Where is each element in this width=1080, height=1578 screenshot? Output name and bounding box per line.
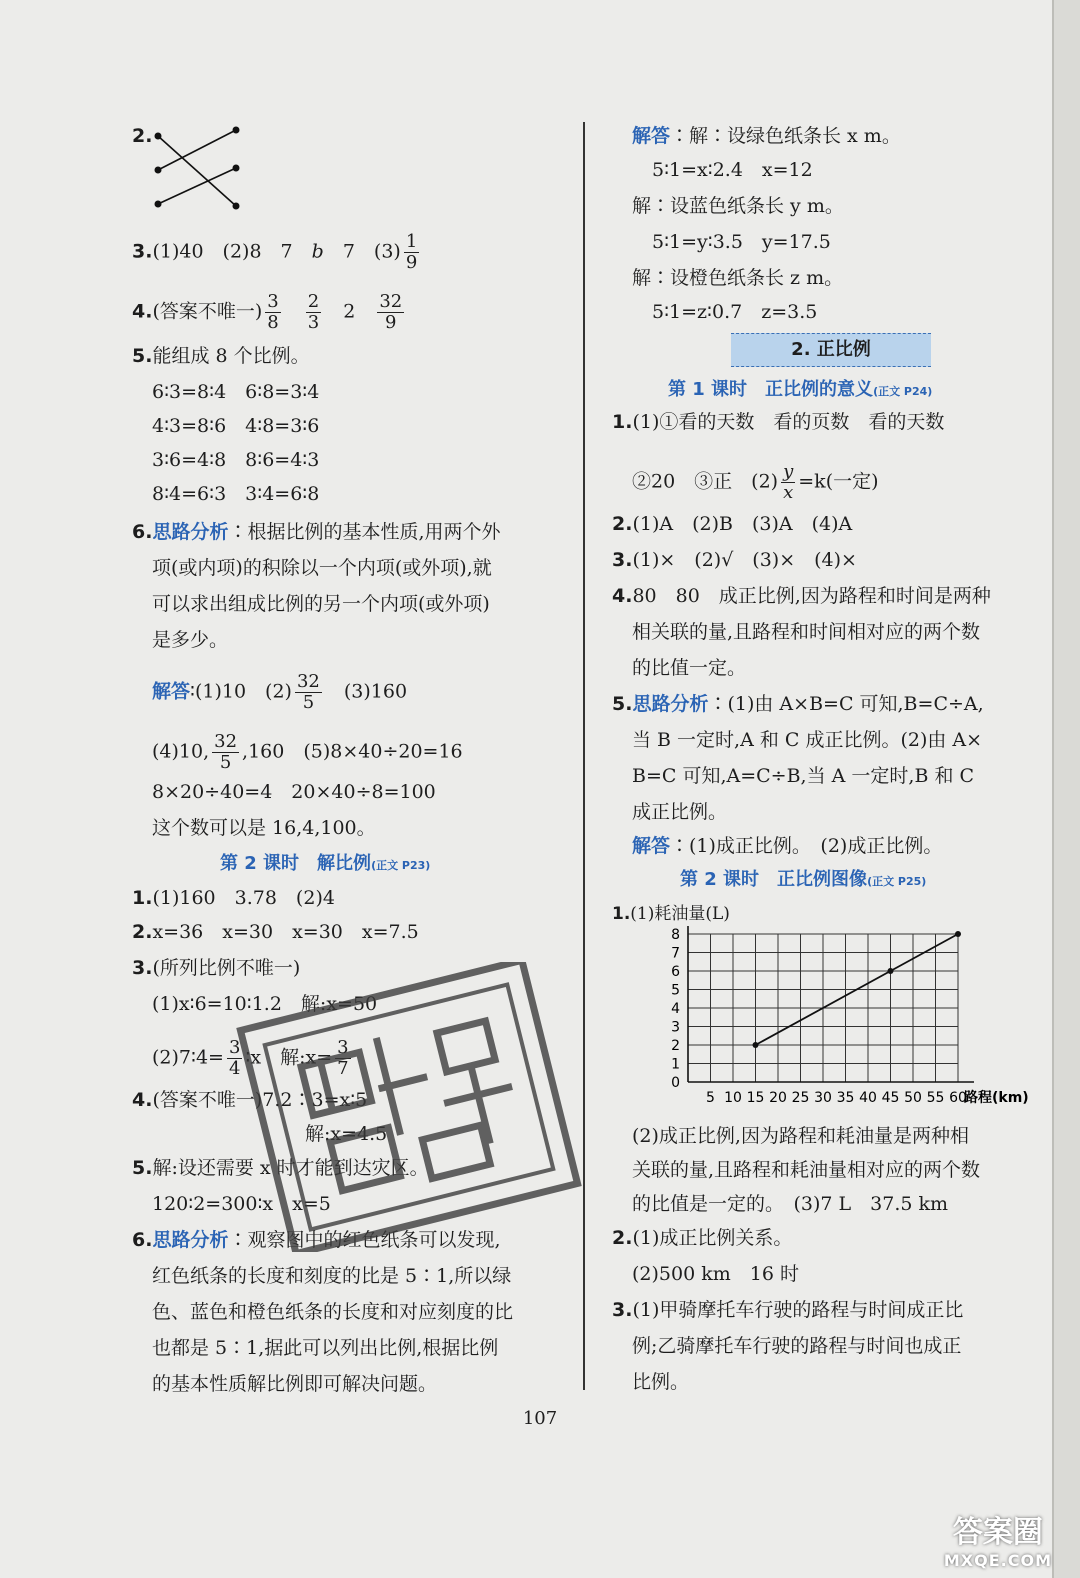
l2q2: 2.x=36 x=30 x=30 x=7.5: [132, 921, 419, 943]
r2: 2.(1)A (2)B (3)A (4)A: [612, 513, 853, 535]
q6-answer: 解答∶(1)10 (2) $\frac{32}{5}$ (3)160: [152, 671, 408, 713]
q3-answer: 3.(1)40 (2)8 7 b 7 (3) $\frac{1}{9}$: [132, 231, 418, 273]
lesson-2-right-title: 第 2 课时 正比例图像(正文 P25): [680, 869, 927, 890]
l2q3-a: (1)x∶6=10∶1.2 解:x=50: [152, 993, 378, 1015]
q5-row: 3∶6=4∶8 8∶6=4∶3: [152, 449, 320, 471]
right-line: 5∶1=z∶0.7 z=3.5: [652, 301, 818, 323]
q6-line: 项(或内项)的积除以一个内项(或外项),就: [152, 557, 492, 579]
l2q6-line: 也都是 5∶1,据此可以列出比例,根据比例: [152, 1337, 499, 1359]
y-tick-label: 7: [671, 945, 680, 962]
l2q5-b: 120∶2=300∶x x=5: [152, 1193, 331, 1215]
r6: 1.(1)耗油量(L): [612, 904, 730, 924]
x-tick-label: 50: [904, 1090, 922, 1106]
r6-line: 关联的量,且路程和耗油量相对应的两个数: [632, 1159, 981, 1181]
r5-line: 成正比例。: [632, 801, 728, 823]
r6-line: (2)成正比例,因为路程和耗油量是两种相: [632, 1125, 969, 1147]
r4: 4.80 80 成正比例,因为路程和时间是两种: [612, 585, 991, 607]
r5-line: 当 B 一定时,A 和 C 成正比例。(2)由 A×: [632, 729, 983, 751]
right-line: 解∶设橙色纸条长 z m。: [632, 267, 844, 289]
l2q1: 1.(1)160 3.78 (2)4: [132, 887, 335, 909]
q5-row: 8∶4=6∶3 3∶4=6∶8: [152, 483, 320, 505]
right-line: 5∶1=y∶3.5 y=17.5: [652, 231, 831, 253]
q5-answer: 5.能组成 8 个比例。: [132, 345, 310, 367]
right-line: 解∶设蓝色纸条长 y m。: [632, 195, 844, 217]
r3: 3.(1)× (2)√ (3)× (4)×: [612, 549, 857, 571]
q6-answer-line: (4)10, $\frac{32}{5}$ ,160 (5)8×40÷20=16: [152, 731, 463, 773]
section-banner: 2. 正比例: [731, 333, 931, 367]
r5-answer: 解答∶(1)成正比例。 (2)成正比例。: [632, 835, 943, 857]
r8-line: 例;乙骑摩托车行驶的路程与时间也成正: [632, 1335, 962, 1357]
page-number: 107: [522, 1408, 558, 1429]
watermark-logo: 答案圈 MXQE.COM: [943, 1515, 1052, 1570]
y-tick-label: 3: [671, 1019, 680, 1036]
l2q3: 3.(所列比例不唯一): [132, 957, 301, 979]
x-tick-label: 15: [746, 1090, 765, 1106]
fraction: $\frac{32}{9}$: [379, 291, 403, 333]
x-tick-label: 30: [814, 1090, 832, 1106]
fraction: $\frac{32}{5}$: [296, 671, 320, 713]
x-tick-label: 55: [926, 1090, 945, 1106]
q2-number: 2.: [132, 125, 153, 147]
x-tick-label: 60: [949, 1090, 967, 1106]
l2q6: 6.思路分析∶观察图中的红色纸条可以发现,: [132, 1229, 501, 1251]
x-axis-label: 路程(km): [964, 1090, 1029, 1106]
y-tick-label: 2: [671, 1038, 680, 1054]
l2q4-b: 解:x=4.5: [305, 1123, 388, 1145]
r5: 5.思路分析∶(1)由 A×B=C 可知,B=C÷A,: [612, 693, 984, 715]
l2q3-b: (2)7∶4= $\frac{3}{4}$ ∶x 解:x= $\frac{3}{7}$: [152, 1037, 349, 1079]
fraction: $\frac{3}{4}$: [228, 1037, 241, 1079]
fraction: $\frac{3}{8}$: [267, 291, 279, 333]
r8-line: 比例。: [632, 1371, 690, 1393]
q6-answer-line: 这个数可以是 16,4,100。: [152, 817, 376, 839]
q6-analysis: 6.思路分析∶根据比例的基本性质,用两个外: [132, 521, 501, 543]
x-tick-label: 5: [706, 1090, 715, 1106]
x-tick-label: 40: [859, 1090, 877, 1106]
r7-b: (2)500 km 16 时: [632, 1263, 799, 1285]
right-answer: 解答∶解∶设绿色纸条长 x m。: [632, 125, 901, 147]
y-tick-label: 5: [671, 982, 680, 999]
x-tick-label: 35: [836, 1090, 855, 1106]
lesson-1-title: 第 1 课时 正比例的意义(正文 P24): [668, 379, 933, 400]
r4-line: 的比值一定。: [632, 657, 747, 679]
l2q6-line: 的基本性质解比例即可解决问题。: [152, 1373, 438, 1395]
l2q6-line: 红色纸条的长度和刻度的比是 5∶1,所以绿: [152, 1265, 512, 1287]
x-tick-label: 25: [791, 1090, 810, 1106]
q6-answer-line: 8×20÷40=4 20×40÷8=100: [152, 781, 436, 803]
right-line: 5∶1=x∶2.4 x=12: [652, 159, 813, 181]
l2q5: 5.解:设还需要 x 时才能到达灾区。: [132, 1157, 429, 1179]
y-tick-label: 0: [671, 1075, 680, 1091]
y-tick-label: 4: [671, 1001, 680, 1017]
x-tick-label: 10: [724, 1090, 742, 1106]
x-tick-label: 20: [769, 1090, 787, 1106]
fraction: $\frac{1}{9}$: [405, 231, 418, 273]
r1: 1.(1)①看的天数 看的页数 看的天数: [612, 411, 945, 433]
r8: 3.(1)甲骑摩托车行驶的路程与时间成正比: [612, 1299, 964, 1321]
q5-row: 6∶3=8∶4 6∶8=3∶4: [152, 381, 320, 403]
q5-row: 4∶3=8∶6 4∶8=3∶6: [152, 415, 320, 437]
l2q6-line: 色、蓝色和橙色纸条的长度和对应刻度的比: [152, 1301, 514, 1323]
q6-line: 可以求出组成比例的另一个内项(或外项): [152, 593, 490, 615]
r7: 2.(1)成正比例关系。: [612, 1227, 793, 1249]
r1-b: ②20 ③正 (2) $\frac{y}{x}$ =k(一定): [632, 461, 879, 503]
x-tick-label: 45: [881, 1090, 900, 1106]
fraction: $\frac{32}{5}$: [214, 731, 238, 773]
fraction: $\frac{3}{7}$: [337, 1037, 349, 1079]
y-tick-label: 1: [671, 1056, 680, 1073]
r4-line: 相关联的量,且路程和时间相对应的两个数: [632, 621, 981, 643]
fraction: $\frac{2}{3}$: [307, 291, 320, 333]
q4-answer: 4.(答案不唯一) $\frac{3}{8}$ $\frac{2}{3}$ 2 $\frac{32}{9}$: [132, 291, 403, 333]
q6-line: 是多少。: [152, 629, 229, 651]
fraction: $\frac{y}{x}$: [783, 461, 794, 503]
lesson-2-title: 第 2 课时 解比例(正文 P23): [220, 853, 431, 874]
y-tick-label: 8: [671, 927, 680, 943]
r6-line: 的比值是一定的。 (3)7 L 37.5 km: [632, 1193, 949, 1215]
y-tick-label: 6: [671, 964, 680, 980]
l2q4: 4.(答案不唯一)7.2∶3=x∶5: [132, 1089, 368, 1111]
r5-line: B=C 可知,A=C÷B,当 A 一定时,B 和 C: [632, 765, 975, 787]
